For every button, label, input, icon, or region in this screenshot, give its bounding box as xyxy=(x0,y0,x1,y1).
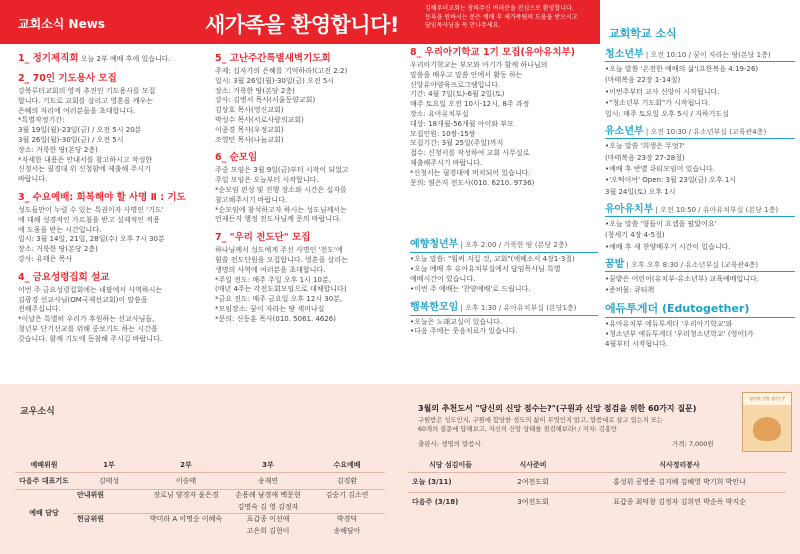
meal-service-table: 식당 섬김이들 식사준비 식사정리봉사 오늘 (3/11) 2여전도회 홍성위 공병준 김지혜 김혜영 박기희 박안나 다음주 (3/18) 3여전도회 표갑종 최덕창 김정자 김희연 박순옥 박지순 xyxy=(408,458,786,512)
text-line: •오늘 말씀: "힘써 지킬 것, 교회"(에베소서 4장1-3절) xyxy=(410,255,575,264)
text-line: 일시: 3월 26일(월)-30일(금) 오전 5시 xyxy=(215,76,335,85)
text-line: •이번 주 예배는 '찬양예배'로 드립니다. xyxy=(410,284,531,293)
dept-meta: | 오전 10:10 / 꿈이 자라는 땅(본당 1층) xyxy=(643,51,771,59)
text-line: *순모임 편성 및 진행 장소와 시간은 십자를 xyxy=(215,185,347,194)
news-item-6: 6_ 순모임 주중 모임은 3월 9일(금)부터 시작이 되었고 주일 모임은 오늘부터 시작합니다. *순모임 편성 및 진행 장소와 시간은 십자를 참고해주시기 바랍니다. *순모임에 참석하고자 하시는 성도님께서는 언제든지 행정 전도사님께 문의 바랍니다. xyxy=(215,151,403,225)
text-line: •다음 주에는 웃음치료가 있습니다. xyxy=(410,327,518,336)
text-line: 힘쓸 전도단원을 모집합니다. 영혼을 살리는 xyxy=(215,255,348,264)
text-line: 접수: 신청서를 작성하여 교회 사무실로 xyxy=(410,149,530,158)
school-dept-3 xyxy=(605,259,795,297)
text-line: •청소년부 에듀투게더 '우리청소년학교' (영어)가 xyxy=(605,330,754,339)
text-line: 전해주십니다. xyxy=(18,305,61,314)
church-school-column xyxy=(605,26,795,350)
text-line: *모임장소: 꿈이 자라는 땅 세미나실 xyxy=(215,304,325,313)
text-line: •이번주부터 교사 신앙이 시작됩니다. xyxy=(605,87,720,96)
congregation-news-title: 교우소식 xyxy=(20,407,55,417)
text-line: 장소: 거룩한 땅(본당 2층) xyxy=(18,245,98,254)
school-dept-2 xyxy=(605,204,795,253)
dept-name: 꿈밭 xyxy=(605,258,625,270)
text-line: 모집인원: 10쌍-15쌍 xyxy=(410,129,476,138)
dept-name: 유소년부 xyxy=(605,126,644,138)
happy-meeting-section: 행복한모임 | 오후 1:30 / 유아유치부실 (본당1층) •오늘은 노래교실이 있습니다. •다음 주에는 웃음치료가 있습니다. xyxy=(410,301,598,338)
text-line: 4월부터 시작됩니다. xyxy=(605,340,668,349)
news-item-8: 8_ 우리아기학교 1기 모집(유아유치부) 우리아기학교는 부모와 아기가 함께 하나님의 말씀을 배우고 말씀 안에서 활동 하는 신앙유아양육프로그램입니다. 기간: 4월 7일(토)-6월 2일(토) 매주 토요일 오전 10시-12시, 8주 과정 장소: 유아유치부실 대상: 18개월-56개월 아이와 부모 모집인원: 10쌍-15쌍 모집기간: 3월 25일(주일)까지 접수: 신청서를 작성하여 교회 사무실로 제출해주시기 바랍니다. *신청서는 필경대에 비치되어 있습니다. 문의: 염은지 전도사(010. 6210. 9736) xyxy=(410,46,598,188)
bottom-panel xyxy=(0,384,800,554)
text-line: 3월 26일(월)-30일(금) / 오전 5시 xyxy=(18,135,124,144)
text-line: (창세기 4장 4-5절) xyxy=(605,231,665,240)
text-line: 예배시간이 있습니다. xyxy=(410,274,476,283)
text-line: 주중 모임은 3월 9일(금)부터 시작이 되었고 xyxy=(215,166,349,175)
dept-meta: | 오후 오후 8:30 / 유소년부실 (교육관4층) xyxy=(624,260,759,269)
text-line: 은혜의 자리에 여러분들을 초대합니다. xyxy=(18,106,136,115)
text-line: *금요 전도: 매주 금요일 오후 12시 30분, xyxy=(215,295,343,304)
text-line: 조영민 목사(나눔교회) xyxy=(215,135,284,144)
text-line: 장소: 거룩한 땅(본당 2층) xyxy=(18,145,98,154)
text-line: 기간: 4월 7일(토)-6월 2일(토) xyxy=(410,90,505,99)
text-line: •예배 후 새 찬양배우기 시간이 있습니다. xyxy=(605,242,731,251)
school-dept-0 xyxy=(605,49,795,120)
text-line: 일시: 3월 14일, 21일, 28일(수) 오후 7시 30분 xyxy=(18,235,165,244)
text-line: 신청서는 필경대 위 신청함에 제출해 주시기 xyxy=(18,165,151,174)
news-column-2 xyxy=(215,52,403,331)
text-line: 장소: 거룩한 땅(본당 2층) xyxy=(215,86,295,95)
news-column-1 xyxy=(18,52,206,351)
text-line: (마태복음 22장 1-14절) xyxy=(605,76,681,85)
text-line: 바랍니다. xyxy=(18,175,48,184)
text-line: 생명의 사역에 여러분을 초대합니다. xyxy=(215,265,326,274)
text-line: •오늘은 노래교실이 있습니다. xyxy=(410,317,502,326)
book-price: 가격: 7,000원 xyxy=(672,440,714,448)
text-line: *이날은 특별히 우리가 후원하는 선교사님들, xyxy=(18,315,155,324)
text-line: •"청소년부 기도회"가 시작됩니다. xyxy=(605,98,711,107)
book-publisher: 출판사: 생명의 말씀사 xyxy=(418,440,481,448)
text-line: 문의: 염은지 전도사(010. 6210. 9736) xyxy=(410,178,535,187)
book-description: 구원받은 성도인지, 구원에 합당한 성도의 삶이 무엇인지 알고, 말씀대로 살고 있는지 또는 60개의 질문에 답해보고, 자신의 신앙 상태를 점검해보라! / 저자: 김홍만 xyxy=(418,417,664,434)
news-item-5: 5_ 고난주간특별새벽기도회 주제: 십자가의 은혜를 기억하라!(고전 2:2) 일시: 3월 26일(월)-30일(금) 오전 5시 장소: 거룩한 땅(본당 2층) 강사: 김병서 목사(서울동양교회) 김상호 목사(영신교회) 박성수 목사(서로사랑의교회) 이종경 목사(우정교회) 조영민 목사(나눔교회) xyxy=(215,52,403,145)
text-line: 모집기간: 3월 25일(주일)까지 xyxy=(410,139,504,148)
text-line: 김상호 목사(영신교회) xyxy=(215,106,284,115)
text-line: 강북루터교회의 영적 추진인 기도용사를 모집 xyxy=(18,87,156,95)
text-line: *신청서는 필경대에 비치되어 있습니다. xyxy=(410,168,531,177)
text-line: *자세한 내용은 안내서를 참고하시고 작성한 xyxy=(18,155,153,164)
news-item-2: 2_ 70인 기도용사 모집 강북루터교회의 영적 추진인 기도용사를 모집 합니다. 기도로 교회를 살리고 영혼을 깨우는 은혜의 자리에 여러분들을 초대합니다. *특별작정기간: 3월 19일(월)-23일(금) / 오전 5시 20분 3월 26일(월)-30일(금) / 오전 5시 장소: 거룩한 땅(본당 2층) *자세한 내용은 안내서를 참고하시고 작성한 신청서는 필경대 위 신청함에 제출해 주시기 바랍니다. xyxy=(18,72,206,185)
text-line: 3월 19일(월)-23일(금) / 오전 5시 20분 xyxy=(18,126,142,135)
text-line: •오늘 말씀 '형들이 요셉을 팔았어요' xyxy=(605,219,717,228)
book-cover-image: 당신의 신앙 점수는? xyxy=(742,392,792,452)
text-line: 언제든지 행정 전도사님께 문의 바랍니다. xyxy=(215,215,342,224)
edutogether-title: 에듀투게더 (Edutogether) xyxy=(605,302,795,318)
text-line: •꿈밭은 어린이(유치부-유소년부) 교육예배입니다. xyxy=(605,274,760,283)
text-line: *주일 전도: 매주 주일 오후 1시 10분, xyxy=(215,275,331,284)
book-title: 3월의 추천도서 "당신의 신앙 점수는?"(구원과 신앙 점검을 위한 60가지 질문) xyxy=(418,404,697,413)
news-item-1: 1_ 정기제직회 오늘 2부 예배 후에 있습니다. xyxy=(18,53,171,64)
text-line: •오늘 말씀 '온전한 예배의 삶'(요한복음 4:19-26) xyxy=(605,65,759,73)
news-title: 교회소식 News xyxy=(18,17,105,31)
text-line: 청년부 단기선교를 위해 중보기도 하는 시간을 xyxy=(18,324,158,333)
text-line: 박성수 목사(서로사랑의교회) xyxy=(215,115,304,124)
text-line: 합니다. 기도로 교회를 살리고 영혼을 깨우는 xyxy=(18,96,154,105)
text-line: 갖습니다. 함께 기도에 동참해 주시길 바랍니다. xyxy=(18,334,163,343)
text-line: 참고해주시기 바랍니다. xyxy=(215,195,288,204)
text-line: •'오떡이여' Open: 3월 23일(금) 오후 1시 xyxy=(605,176,737,185)
text-line: 일시: 매주 토요일 오후 5시 / 지하기도실 xyxy=(605,110,729,119)
news-column-3 xyxy=(410,46,598,343)
text-line: (마태복음 23장 27-28절) xyxy=(605,153,685,162)
dept-meta: | 오전 10:50 / 유아유치부실 (본당 1층) xyxy=(653,205,779,214)
worship-duty-table: 예배위원 1부 2부 3부 수요예배 다음주 대표기도 김태성 이승태 송재연 김경환 예배 담당 안내위원 장로님 양경자 윤은경 손용례 남경애 백문현 김숭기 김소연 김명숙 김 영 김정자 헌금위원 박미라 A 이명순 이혜숙 표갑종 이선애 박경덕 고은희 김현이 송해담아 xyxy=(15,458,385,537)
text-line: *문의: 신동훈 목사(010. 5061. 4626) xyxy=(215,314,336,323)
news-item-4: 4_ 금요성령집회 설교 이번 주 금요성령집회에는 네팔에서 사역하시는 김광경 선교사님(OM국제선교회)이 말씀을 전해주십니다. *이날은 특별히 우리가 후원하는 선교사님들, 청년부 단기선교를 위해 중보기도 하는 시간을 갖습니다. 함께 기도에 동참해 주시길 바랍니다. xyxy=(18,271,206,345)
text-line: 이번 주 금요성령집회에는 네팔에서 사역하시는 xyxy=(18,285,163,294)
text-line: 강사: 유태은 목사 xyxy=(18,254,73,263)
text-line: 강사: 김병서 목사(서울동양교회) xyxy=(215,96,316,105)
text-line: 김광경 선교사님(OM국제선교회)이 말씀을 xyxy=(18,295,148,304)
text-line: 주제: 십자가의 은혜를 기억하라!(고전 2:2) xyxy=(215,67,348,75)
text-line: 하나님께서 성도에게 주신 사명인 '전도'에 xyxy=(215,246,343,255)
dept-meta: | 오전 10:30 / 유소년부실 (교육관4층) xyxy=(643,128,767,137)
text-line: 3월 24일(토) 오후 1시 xyxy=(605,187,676,196)
text-line: •오늘 예배 후 유아유치부실에서 답임목사님 특별 xyxy=(410,265,561,274)
text-line: 장소: 유아유치부실 xyxy=(410,109,469,118)
text-line: 매주 토요일 오전 10시-12시, 8주 과정 xyxy=(410,100,530,109)
text-line: *순모임에 참석하고자 하시는 성도님께서는 xyxy=(215,205,347,214)
text-line: (매년 4주는 각전도회모임으로 대체합니다) xyxy=(215,285,347,294)
text-line: •오늘 말씀 '희생은 무엇?' xyxy=(605,142,685,151)
text-line: •예배 후 반별 큐티모임이 있습니다. xyxy=(605,165,715,174)
church-school-title: 교회학교 소식 xyxy=(609,27,677,40)
yehyang-youth-section: 예향청년부 | 오후 2:00 / 거룩한 땅 (본당 2층) •오늘 말씀: "힘써 지킬 것, 교회"(에베소서 4장1-3절) •오늘 예배 후 유아유치부실에서 답임목사님 특별 예배시간이 있습니다. •이번 주 예배는 '찬양예배'로 드립니다. xyxy=(410,238,598,294)
dept-name: 청소년부 xyxy=(605,49,644,60)
welcome-note: 김해루터교회는 창의주신 여러분을 진심으로 환영합니다. 등록을 원하시는 분은 예배 후 새가족팀의 도움을 받으시고 담임목사님을 꼭 만나주세요. xyxy=(425,5,578,29)
text-line: 주일 모임은 오늘부터 시작합니다. xyxy=(215,176,319,185)
text-line: 신앙유아양육프로그램입니다. xyxy=(410,80,501,89)
text-line: 성도들만이 누릴 수 있는 특권이자 사명인 '기도' xyxy=(18,205,164,214)
school-dept-1 xyxy=(605,126,795,197)
text-line: 우리아기학교는 부모와 아기가 함께 하나님의 xyxy=(410,61,548,69)
news-item-7: 7_ "우리 전도단" 모집 하나님께서 성도에게 주신 사명인 '전도'에 힘쓸 전도단원을 모집합니다. 영혼을 살리는 생명의 사역에 여러분을 초대합니다. *주일 전도: 매주 주일 오후 1시 10분, (매년 4주는 각전도회모임으로 대체합니다) *금요 전도: 매주 금요일 오후 12시 30분, *모임장소: 꿈이 자라는 땅 세미나실 *문의: 신동훈 목사(010. 5061. 4626) xyxy=(215,231,403,324)
text-line: 말씀을 배우고 말씀 안에서 활동 하는 xyxy=(410,70,523,79)
text-line: •유아유치부 에듀투게더 '우리아기학교'와 xyxy=(605,320,733,329)
text-line: 대상: 18개월-56개월 아이와 부모 xyxy=(410,119,514,128)
news-item-3: 3_ 수요예배: 회복해야 할 사명 Ⅱ : 기도 성도들만이 누릴 수 있는 특권이자 사명인 '기도' 에 대해 성경적인 가르침을 받고 실제적인 적용 에 도움을 받는 시간입니다. 일시: 3월 14일, 21일, 28일(수) 오후 7시 30분 장소: 거룩한 땅(본당 2층) 강사: 유태은 목사 xyxy=(18,191,206,265)
text-line: •준비물: 큐티책 xyxy=(605,286,655,295)
text-line: 에 대해 성경적인 가르침을 받고 실제적인 적용 xyxy=(18,215,160,224)
dept-name: 유아유치부 xyxy=(605,203,654,215)
welcome-headline: 새가족을 환영합니다! xyxy=(205,13,399,37)
text-line: *특별작정기간: xyxy=(18,116,65,125)
text-line: 이종경 목사(우정교회) xyxy=(215,125,284,134)
text-line: 제출해주시기 바랍니다. xyxy=(410,158,483,167)
text-line: 에 도움을 받는 시간입니다. xyxy=(18,225,102,234)
